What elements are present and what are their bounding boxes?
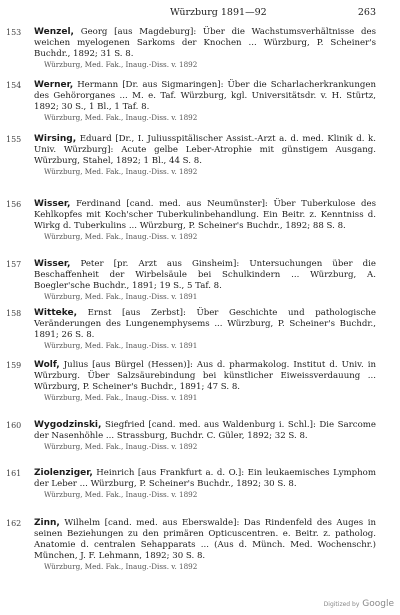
author-name: Werner, (34, 80, 74, 90)
author-name: Wisser, (34, 199, 71, 209)
entry-153 (6, 27, 376, 69)
entry-161 (6, 468, 376, 499)
entry-155 (6, 134, 376, 176)
author-name: Wolf, (34, 360, 60, 370)
entry-body (34, 308, 376, 341)
entry-body (34, 27, 376, 60)
entry-number: 154 (6, 81, 22, 90)
entry-160 (6, 420, 376, 451)
entry-159 (6, 360, 376, 402)
entry-body (34, 259, 376, 292)
entry-text: Eduard [Dr., I. Juliusspitälischer Assist.-Arzt a. d. med. Klinik d. k. Univ. Würzburg]: Acute gelbe Leber-Atrophie mit günstigem Ausgang. Würzburg, Stahel, 1892; 1 Bl., 44 S. 8. (34, 134, 376, 166)
author-name: Wirsing, (34, 134, 77, 144)
entry-number: 155 (6, 135, 22, 144)
author-name: Zinn, (34, 518, 60, 528)
entry-body (34, 199, 376, 232)
entry-text: Georg [aus Magdeburg]: Über die Wachstumsverhältnisse des weichen myelogenen Sarkoms der Knochen ... Würzburg, P. Scheiner's Buchdr., 1892; 31 S. 8. (34, 27, 376, 59)
entry-text: Julius [aus Bürgel (Hessen)]: Aus d. pharmakolog. Institut d. Univ. in Würzburg. Über Salzsäurebindung bei künstlicher Eiweissverdauung ... Würzburg, P. Scheiner's Buchdr., 1891; 47 S. 8. (34, 360, 376, 392)
dissertation-note: Würzburg, Med. Fak., Inaug.-Diss. v. 1892 (44, 490, 198, 499)
dissertation-note: Würzburg, Med. Fak., Inaug.-Diss. v. 1892 (44, 442, 198, 451)
entry-body (34, 360, 376, 393)
entry-number: 160 (6, 421, 22, 430)
dissertation-note: Würzburg, Med. Fak., Inaug.-Diss. v. 1892 (44, 60, 198, 69)
page-number: 263 (357, 7, 376, 18)
entry-body (34, 468, 376, 490)
entry-text: Hermann [Dr. aus Sigmaringen]: Über die Scharlacherkrankungen des Gehörorganes ... M. e. Taf. Würzburg, kgl. Universitätsdr. v. H. Stürtz, 1892; 30 S., 1 Bl., 1 Taf. 8. (34, 80, 376, 112)
entry-text: Heinrich [aus Frankfurt a. d. O.]: Ein leukaemisches Lymphom der Leber ... Würzburg, P. Scheiner's Buchdr., 1892; 30 S. 8. (34, 468, 376, 489)
entry-number: 153 (6, 28, 22, 37)
entry-154 (6, 80, 376, 122)
entry-157 (6, 259, 376, 301)
author-name: Ziolenziger, (34, 468, 93, 478)
header-title: Würzburg 1891—92 (170, 7, 267, 18)
entry-text: Ernst [aus Zerbst]: Über Geschichte und pathologische Veränderungen des Lungenemphysems ... Würzburg, P. Scheiner's Buchdr., 1891; 26 S. 8. (34, 308, 376, 340)
entry-body (34, 80, 376, 113)
entry-text: Siegfried [cand. med. aus Waldenburg i. Schl.]: Die Sarcome der Nasenhöhle ... Strassburg, Buchdr. C. Güler, 1892; 32 S. 8. (34, 420, 376, 441)
dissertation-note: Würzburg, Med. Fak., Inaug.-Diss. v. 1892 (44, 562, 198, 571)
entry-156 (6, 199, 376, 241)
entry-body (34, 518, 376, 562)
running-header (0, 6, 400, 22)
author-name: Wenzel, (34, 27, 74, 37)
entry-number: 162 (6, 519, 22, 528)
entry-text: Ferdinand [cand. med. aus Neumünster]: Über Tuberkulose des Kehlkopfes mit Koch'scher Tuberkulinbehandlung. Ein Beitr. z. Kenntniss d. Wirkg d. Tuberkulins ... Würzburg, P. Scheiner's Buchdr., 1892; 88 S. 8. (34, 199, 376, 231)
entry-number: 158 (6, 309, 22, 318)
entry-158 (6, 308, 376, 350)
dissertation-note: Würzburg, Med. Fak., Inaug.-Diss. v. 1892 (44, 232, 198, 241)
entry-body (34, 420, 376, 442)
author-name: Wisser, (34, 259, 71, 269)
dissertation-note: Würzburg, Med. Fak., Inaug.-Diss. v. 1891 (44, 292, 198, 301)
entry-number: 157 (6, 260, 22, 269)
author-name: Wygodzinski, (34, 420, 102, 430)
entry-162 (6, 518, 376, 571)
entry-number: 161 (6, 469, 22, 478)
dissertation-note: Würzburg, Med. Fak., Inaug.-Diss. v. 1892 (44, 113, 198, 122)
entry-number: 156 (6, 200, 22, 209)
entry-text: Peter [pr. Arzt aus Ginsheim]: Untersuchungen über die Beschaffenheit der Wirbelsäule bei Schulkindern ... Würzburg, A. Boegler'sche Buchdr., 1891; 19 S., 5 Taf. 8. (34, 259, 376, 291)
dissertation-note: Würzburg, Med. Fak., Inaug.-Diss. v. 1891 (44, 393, 198, 402)
watermark-prefix: Digitized by (323, 601, 360, 608)
entry-body (34, 134, 376, 167)
dissertation-note: Würzburg, Med. Fak., Inaug.-Diss. v. 1891 (44, 341, 198, 350)
entry-text: Wilhelm [cand. med. aus Eberswalde]: Das Rindenfeld des Auges in seinen Beziehungen zu den primären Opticuscentren. e. Beitr. z. patholog. Anatomie d. centralen Sehapparats ... (Aus d. Münch. Med. Wochenschr.) München, J. F. Lehmann, 1892; 30 S. 8. (34, 518, 376, 561)
google-watermark (324, 599, 394, 609)
dissertation-note: Würzburg, Med. Fak., Inaug.-Diss. v. 1892 (44, 167, 198, 176)
watermark-brand: Google (362, 599, 394, 609)
entry-number: 159 (6, 361, 22, 370)
author-name: Witteke, (34, 308, 77, 318)
